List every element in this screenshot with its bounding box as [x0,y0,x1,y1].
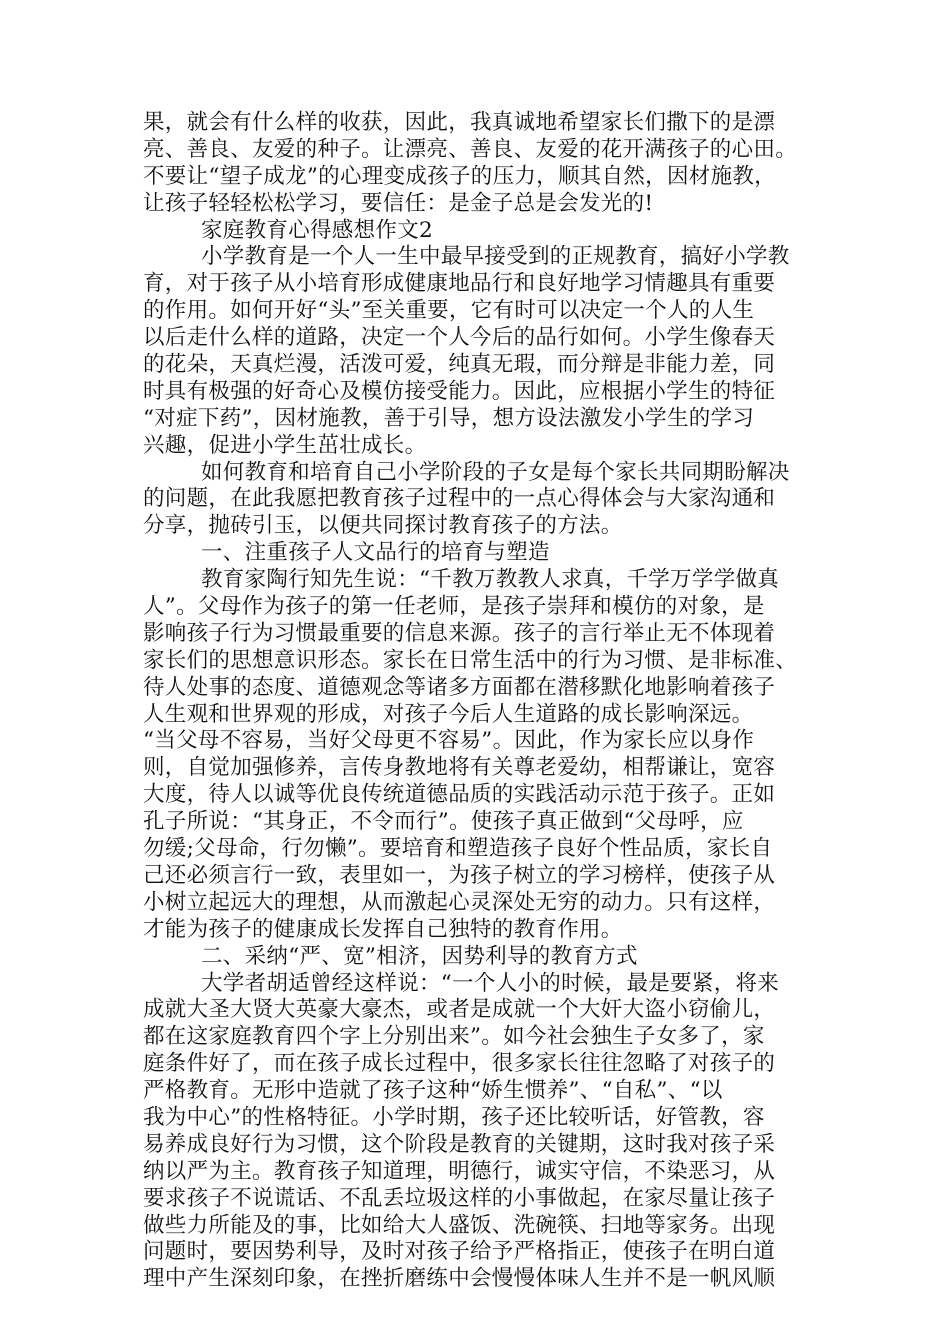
text-line: 要求孩子不说谎话、不乱丢垃圾这样的小事做起，在家尽量让孩子 [143,1185,776,1211]
text-line: 的问题，在此我愿把教育孩子过程中的一点心得体会与大家沟通和 [143,486,776,512]
text-line: 分享，抛砖引玉，以便共同探讨教育孩子的方法。 [143,513,623,539]
text-line: 家长们的思想意识形态。家长在日常生活中的行为习惯、是非标准、 [143,647,798,673]
text-line: 影响孩子行为习惯最重要的信息来源。孩子的言行举止无不体现着 [143,620,776,646]
text-line: 勿缓;父母命，行勿懒”。要培育和塑造孩子良好个性品质，家长自 [143,836,773,862]
text-line: 育，对于孩子从小培育形成健康地品行和良好地学习情趣具有重要 [143,271,776,297]
text-line: 小学教育是一个人一生中最早接受到的正规教育，搞好小学教 [201,244,790,270]
text-line: 人”。父母作为孩子的第一任老师，是孩子崇拜和模仿的对象，是 [143,594,765,620]
text-line: 问题时，要因势利导，及时对孩子给予严格指正，使孩子在明白道 [143,1239,776,1265]
text-line: 家庭教育心得感想作文2 [201,217,433,243]
text-line: “当父母不容易，当好父母更不容易”。因此，作为家长应以身作 [143,728,755,754]
text-line: 易养成良好行为习惯，这个阶段是教育的关键期，这时我对孩子采 [143,1131,776,1157]
text-line: 都在这家庭教育四个字上分别出来”。如今社会独生子女多了，家 [143,1024,765,1050]
text-line: 则，自觉加强修养，言传身教地将有关尊老爱幼，相帮谦让，宽容 [143,755,776,781]
text-line: 人生观和世界观的形成，对孩子今后人生道路的成长影响深远。 [143,701,754,727]
text-line: 的花朵，天真烂漫，活泼可爱，纯真无瑕，而分辩是非能力差，同 [143,352,776,378]
text-line: 庭条件好了，而在孩子成长过程中，很多家长往往忽略了对孩子的 [143,1051,776,1077]
text-line: 兴趣，促进小学生茁壮成长。 [143,432,427,458]
text-line: 己还必须言行一致，表里如一，为孩子树立的学习榜样，使孩子从 [143,862,776,888]
text-line: 我为中心”的性格特征。小学时期，孩子还比较听话，好管教，容 [143,1104,765,1130]
text-line: 的作用。如何开好“头”至关重要，它有时可以决定一个人的人生 [143,298,755,324]
text-line: 大学者胡适曾经这样说：“一个人小的时候，最是要紧，将来 [201,970,780,996]
text-line: 以后走什么样的道路，决定一个人今后的品行如何。小学生像春天 [143,325,776,351]
text-line: 亮、善良、友爱的种子。让漂亮、善良、友爱的花开满孩子的心田。 [143,136,798,162]
text-line: 一、注重孩子人文品行的培育与塑造 [201,540,550,566]
text-line: 时具有极强的好奇心及模仿接受能力。因此，应根据小学生的特征 [143,378,776,404]
text-line: 让孩子轻轻松松学习，要信任：是金子总是会发光的! [143,190,654,216]
text-line: 理中产生深刻印象，在挫折磨练中会慢慢体味人生并不是一帆风顺 [143,1266,776,1292]
text-line: 二、采纳“严、宽”相济，因势利导的教育方式 [201,943,638,969]
text-line: 才能为孩子的健康成长发挥自己独特的教育作用。 [143,916,623,942]
text-line: “对症下药”，因材施教，善于引导，想方设法激发小学生的学习 [143,405,755,431]
text-line: 教育家陶行知先生说：“千教万教教人求真，千学万学学做真 [201,567,780,593]
text-line: 待人处事的态度、道德观念等诸多方面都在潜移默化地影响着孩子 [143,674,776,700]
text-line: 如何教育和培育自己小学阶段的子女是每个家长共同期盼解决 [201,459,790,485]
document-page [143,110,815,1293]
text-line: 大度，待人以诚等优良传统道德品质的实践活动示范于孩子。正如 [143,782,776,808]
text-line: 成就大圣大贤大英豪大豪杰，或者是成就一个大奸大盗小窃偷儿， [143,997,776,1023]
text-line: 果，就会有什么样的收获，因此，我真诚地希望家长们撒下的是漂 [143,110,776,135]
text-line: 小树立起远大的理想，从而激起心灵深处无穷的动力。只有这样， [143,889,776,915]
text-line: 不要让“望子成龙”的心理变成孩子的压力，顺其自然，因材施教， [143,163,776,189]
text-line: 做些力所能及的事，比如给大人盛饭、洗碗筷、扫地等家务。出现 [143,1212,776,1238]
text-line: 孔子所说：“其身正，不令而行”。使孩子真正做到“父母呼，应 [143,809,744,835]
text-line: 严格教育。无形中造就了孩子这种“娇生惯养”、“自私”、“以 [143,1078,723,1104]
text-line: 纳以严为主。教育孩子知道理，明德行，诚实守信，不染恶习，从 [143,1158,776,1184]
